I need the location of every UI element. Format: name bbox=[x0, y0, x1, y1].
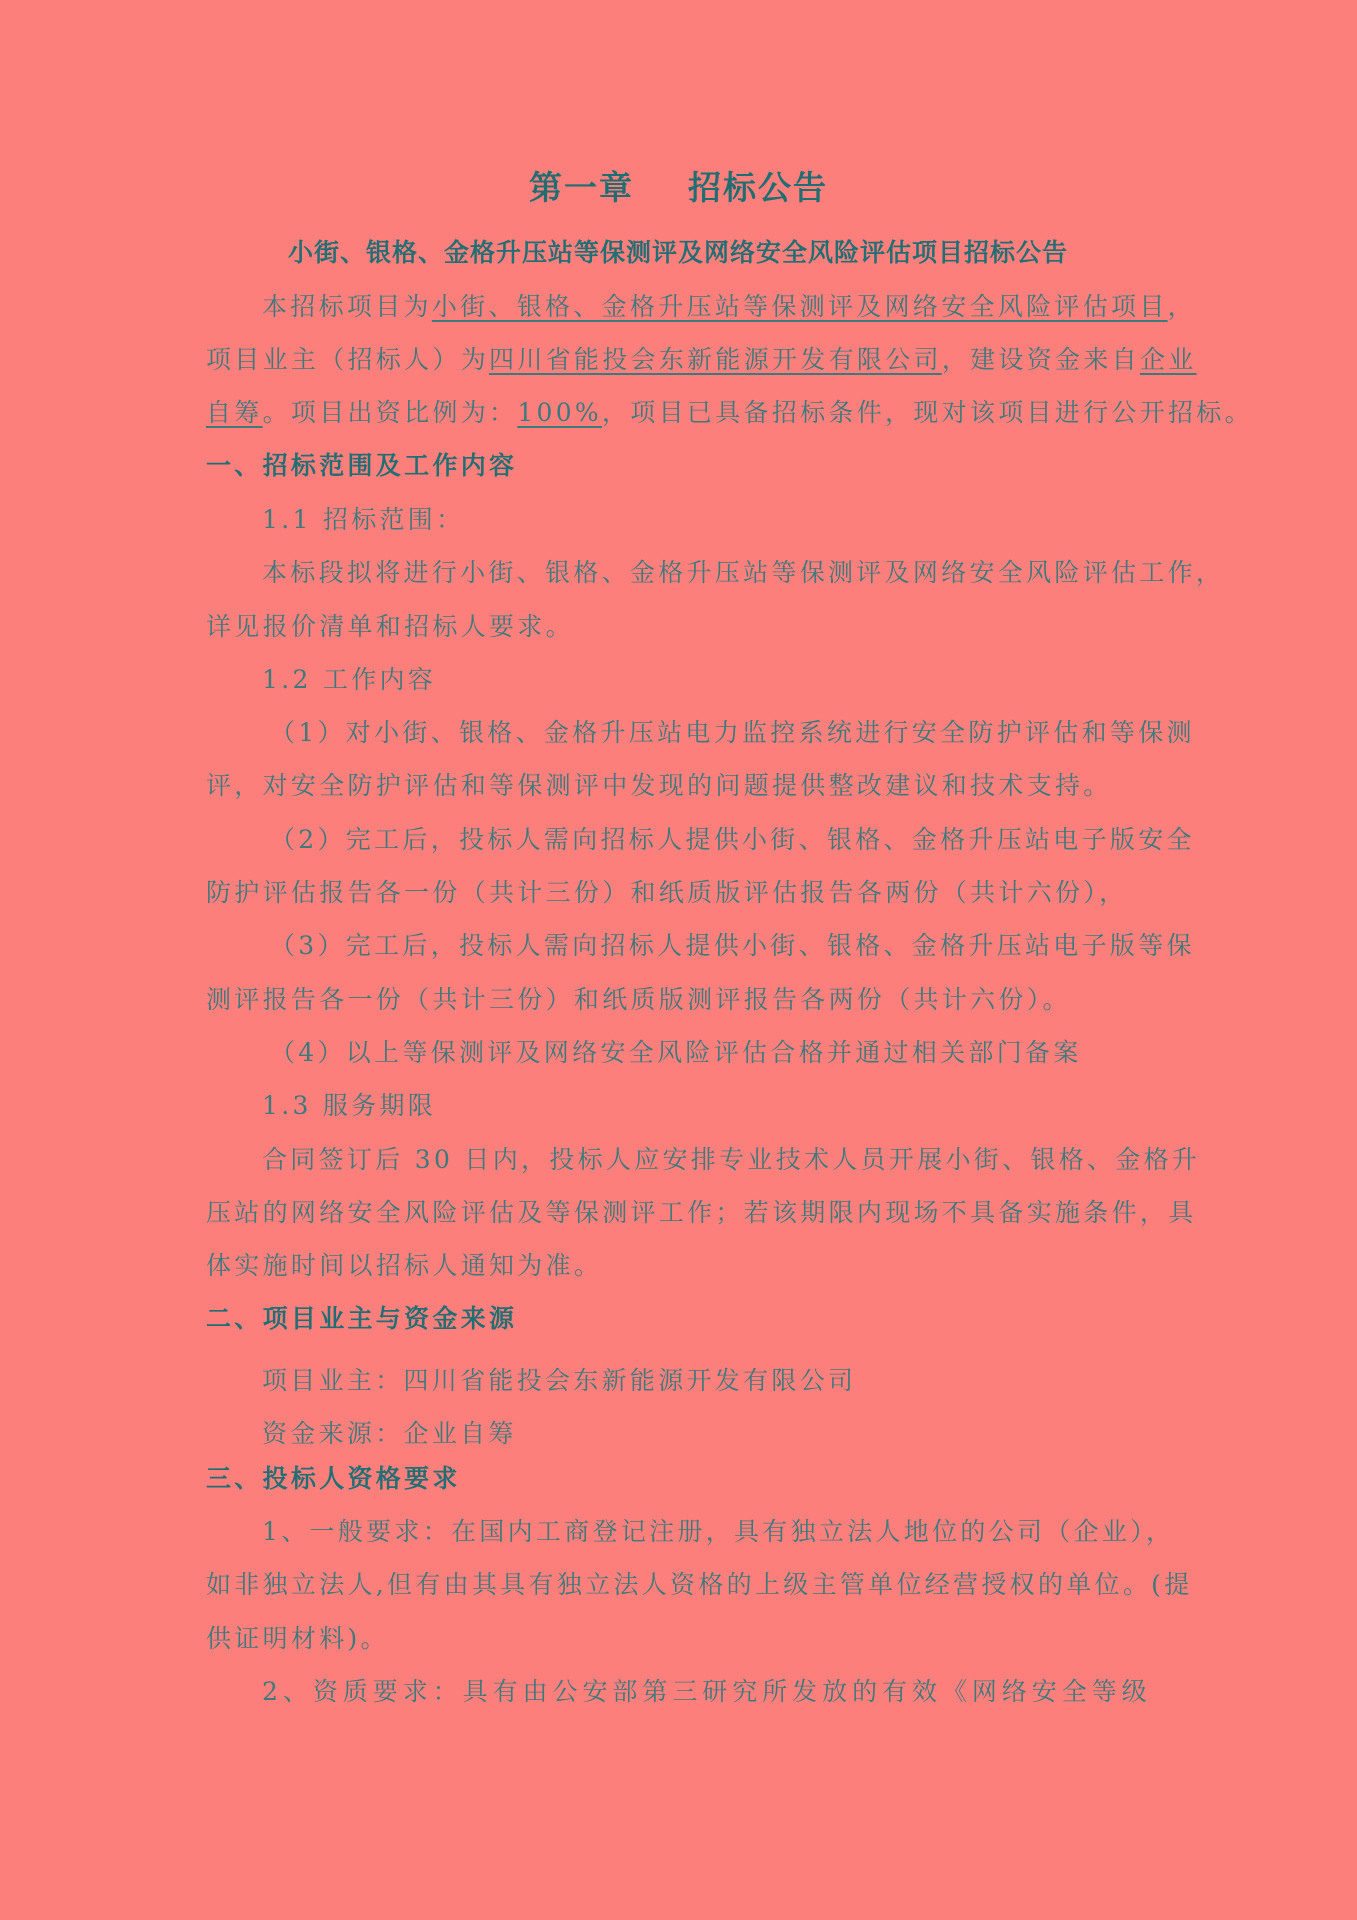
period-text: 压站的网络安全风险评估及等保测评工作；若该期限内现场不具备实施条件，具 bbox=[206, 1198, 1197, 1227]
fund-source: 企业 bbox=[1139, 345, 1197, 374]
work-item-2: 防护评估报告各一份（共计三份）和纸质版评估报告各两份（共计六份）， bbox=[206, 878, 1128, 907]
intro-line-1 bbox=[262, 290, 1196, 324]
owner-line: 项目业主：四川省能投会东新能源开发有限公司 bbox=[262, 1366, 857, 1395]
scope-text: 本标段拟将进行小街、银格、金格升压站等保测评及网络安全风险评估工作， bbox=[262, 558, 1225, 587]
period-label: 1.3 服务期限 bbox=[262, 1091, 437, 1120]
requirement-1: 如非独立法人,但有由其具有独立法人资格的上级主管单位经营授权的单位。(提 bbox=[206, 1570, 1193, 1599]
fund-source: 自筹 bbox=[206, 398, 263, 427]
work-item-1: 评，对安全防护评估和等保测评中发现的问题提供整改建议和技术支持。 bbox=[206, 771, 1112, 800]
funding-ratio: 100% bbox=[517, 398, 602, 427]
work-label: 1.2 工作内容 bbox=[262, 665, 437, 694]
work-item-4: （4）以上等保测评及网络安全风险评估合格并通过相关部门备案 bbox=[270, 1038, 1082, 1067]
notice-title: 小街、银格、金格升压站等保测评及网络安全风险评估项目招标公告 bbox=[287, 238, 1068, 267]
owner-name: 四川省能投会东新能源开发有限公司 bbox=[489, 345, 942, 374]
intro-line-2 bbox=[206, 343, 1197, 377]
period-text: 合同签订后 30 日内，投标人应安排专业技术人员开展小街、银格、金格升 bbox=[262, 1145, 1201, 1174]
section-3-heading: 三、投标人资格要求 bbox=[206, 1464, 461, 1493]
work-item-3: （3）完工后，投标人需向招标人提供小街、银格、金格升压站电子版等保 bbox=[270, 931, 1195, 960]
intro-text: ，项目已具备招标条件，现对该项目进行公开招标。 bbox=[602, 398, 1253, 427]
work-item-1: （1）对小街、银格、金格升压站电力监控系统进行安全防护评估和等保测 bbox=[270, 718, 1195, 747]
work-item-2: （2）完工后，投标人需向招标人提供小街、银格、金格升压站电子版安全 bbox=[270, 825, 1195, 854]
intro-text: 项目业主（招标人）为 bbox=[206, 345, 490, 374]
requirement-2: 2、资质要求：具有由公安部第三研究所发放的有效《网络安全等级 bbox=[262, 1677, 1150, 1706]
scope-text: 详见报价清单和招标人要求。 bbox=[206, 612, 574, 641]
intro-line-3 bbox=[206, 396, 1253, 430]
section-2-heading: 二、项目业主与资金来源 bbox=[206, 1304, 518, 1333]
chapter-title: 第一章 招标公告 bbox=[529, 168, 828, 207]
project-name: 小街、银格、金格升压站等保测评及网络安全风险评估项目 bbox=[431, 292, 1168, 321]
period-text: 体实施时间以招标人通知为准。 bbox=[206, 1251, 603, 1280]
intro-text: 。项目出资比例为： bbox=[262, 398, 518, 427]
work-item-3: 测评报告各一份（共计三份）和纸质版测评报告各两份（共计六份）。 bbox=[206, 985, 1071, 1014]
section-1-heading: 一、招标范围及工作内容 bbox=[206, 451, 518, 480]
requirement-1: 供证明材料)。 bbox=[206, 1624, 389, 1653]
fund-line: 资金来源：企业自筹 bbox=[262, 1419, 517, 1448]
intro-text: ，建设资金来自 bbox=[941, 345, 1140, 374]
requirement-1: 1、一般要求：在国内工商登记注册，具有独立法人地位的公司（企业）， bbox=[262, 1517, 1175, 1546]
intro-text: 本招标项目为 bbox=[262, 292, 432, 321]
intro-text: ， bbox=[1167, 292, 1196, 321]
scope-label: 1.1 招标范围： bbox=[262, 505, 465, 534]
